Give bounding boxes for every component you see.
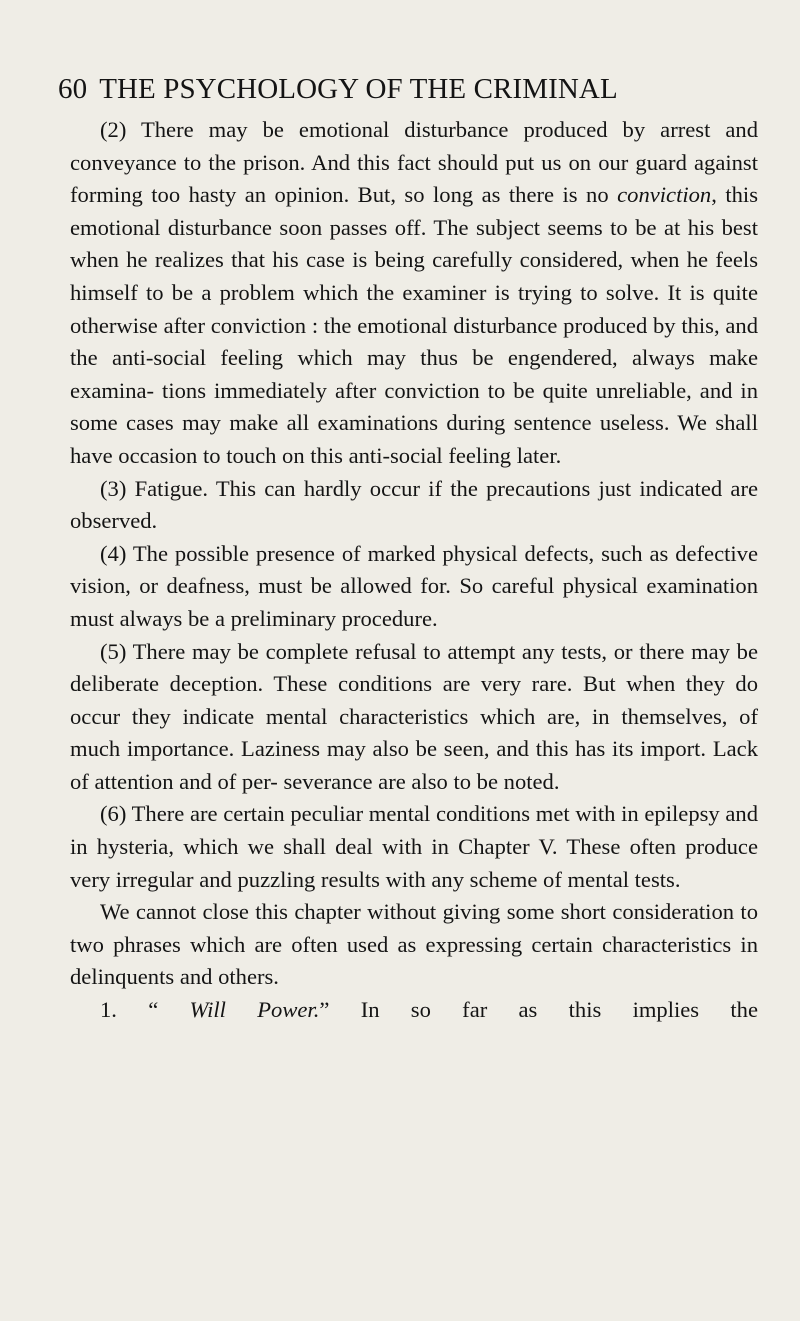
paragraph-text: ” In so far as this implies the: [319, 997, 758, 1023]
running-title: THE PSYCHOLOGY OF THE CRIMINAL: [99, 73, 618, 105]
paragraph-text: (2) There may be emotional disturbance produced by arrest and conveyance to the prison. And this fact should put us on our guard against forming too hasty an opinion. But, so long as there is no: [70, 117, 758, 208]
italic-term-will-power: Will Power.: [189, 997, 320, 1023]
body-text: [70, 114, 758, 1027]
italic-term-conviction: conviction: [617, 182, 712, 208]
paragraph-refusal-deception: (5) There may be complete refusal to attempt any tests, or there may be deliberate deception. These conditions are very rare. But when they do occur they indicate mental characteristics which are, in themselves, of much importance. Laziness may also be seen, and this has its import. Lack of attention and of per- severance are also to be noted.: [70, 638, 758, 794]
paragraph-chapter-close: We cannot close this chapter without giving some short consideration to two phrases which are often used as expressing certain characteristics in delinquents and others.: [70, 899, 758, 990]
paragraph-will-power: [70, 994, 758, 1027]
paragraph-fatigue: (3) Fatigue. This can hardly occur if the precautions just indicated are observed.: [70, 475, 758, 534]
paragraph-epilepsy-hysteria: (6) There are certain peculiar mental conditions met with in epilepsy and in hysteria, which we shall deal with in Chapter V. These often produce very irregular and puzzling results with any scheme of mental tests.: [70, 801, 758, 892]
page-number: 60: [58, 73, 88, 105]
paragraph-physical-defects: (4) The possible presence of marked physical defects, such as defective vision, or deafness, must be allowed for. So careful physical examination must always be a preliminary procedure.: [70, 540, 758, 631]
paragraph-text: 1. “: [100, 997, 190, 1023]
paragraph-emotional-disturbance: [70, 114, 758, 473]
running-head: [58, 64, 758, 114]
paragraph-text: , this emotional disturbance soon passes off. The subject seems to be at his best when he realizes that his case is being carefully considered, when he feels himself to be a problem which the examiner is trying to solve. It is quite otherwise after conviction : the emotional disturbance produced by this, and the anti-social feeling which may thus be engendered, always make examina- tions immediately after conviction to be quite unreliable, and in some cases may make all examinations during sentence useless. We shall have occasion to touch on this anti-social feeling later.: [70, 182, 758, 468]
